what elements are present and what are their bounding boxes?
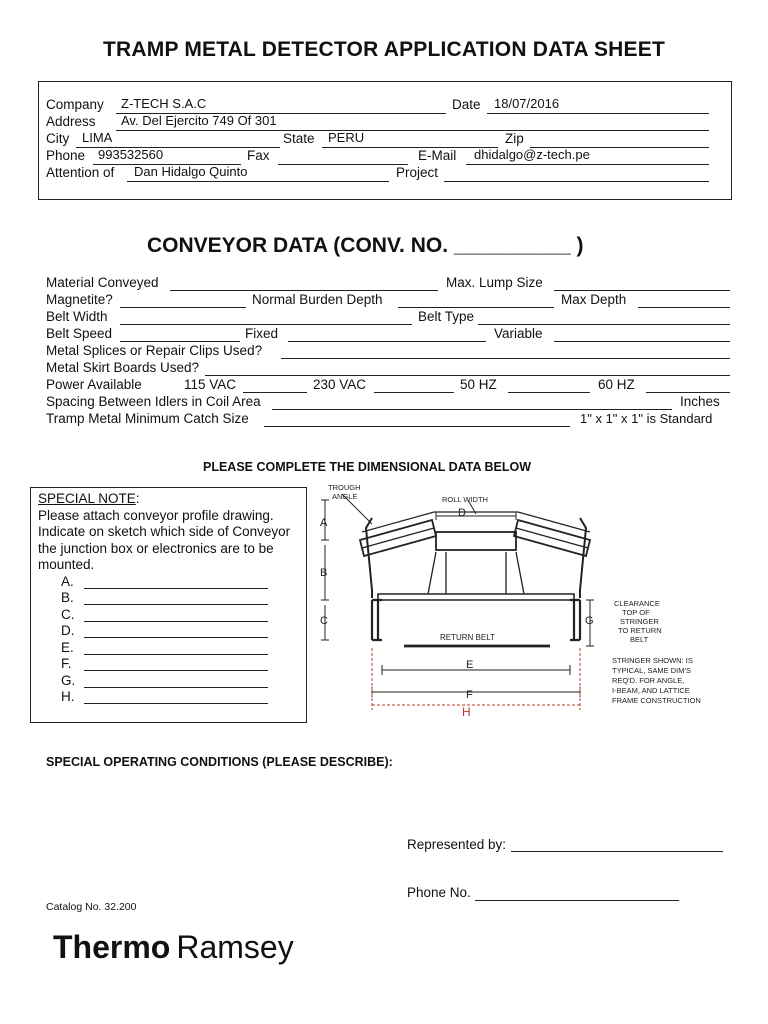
- special-note-title: [38, 491, 140, 508]
- stringer-note: TYPICAL, SAME DIM'S: [612, 666, 691, 675]
- stringer-note: FRAME CONSTRUCTION: [612, 696, 701, 705]
- left-stringer: [372, 600, 382, 640]
- trough-angle-text: ANGLE: [332, 492, 358, 501]
- special-note-line: mounted.: [38, 557, 95, 572]
- phone-value[interactable]: 993532560: [98, 147, 164, 162]
- vac230-line[interactable]: [374, 392, 454, 393]
- max-lump-size-line[interactable]: [554, 290, 730, 291]
- dim-item-c-line[interactable]: [84, 621, 268, 622]
- material-conveyed-label: Material Conveyed: [46, 275, 159, 290]
- zip-label: Zip: [505, 131, 524, 146]
- dim-item-e-line[interactable]: [84, 654, 268, 655]
- magnetite-label: Magnetite?: [46, 292, 113, 307]
- dim-item-e-label: E.: [61, 640, 74, 655]
- dim-letter-f: F: [466, 689, 473, 701]
- variable-line[interactable]: [554, 341, 730, 342]
- special-note-colon: :: [135, 491, 140, 506]
- brand-logo: [53, 929, 294, 966]
- roll-width-text: ROLL WIDTH: [442, 495, 488, 504]
- max-depth-label: Max Depth: [561, 292, 627, 307]
- inches-label: Inches: [680, 394, 720, 409]
- max-lump-size-label: Max. Lump Size: [446, 275, 543, 290]
- state-field-line: [322, 147, 498, 148]
- page-title: TRAMP METAL DETECTOR APPLICATION DATA SHEET: [103, 38, 665, 61]
- dim-item-h-label: H.: [61, 689, 75, 704]
- fixed-line[interactable]: [288, 341, 486, 342]
- catch-size-label: Tramp Metal Minimum Catch Size: [46, 411, 249, 426]
- project-field-line[interactable]: [444, 181, 709, 182]
- dim-letter-c: C: [320, 615, 328, 627]
- dim-item-h-line[interactable]: [84, 703, 268, 704]
- attention-field-line: [127, 181, 389, 182]
- belt-width-label: Belt Width: [46, 309, 108, 324]
- fixed-label: Fixed: [245, 326, 279, 341]
- dim-letter-a: A: [320, 517, 328, 529]
- special-note-title-text: SPECIAL NOTE: [38, 491, 136, 506]
- left-wing-roll: [360, 520, 436, 556]
- clearance-note: CLEARANCE: [614, 599, 660, 608]
- dim-item-a-line[interactable]: [84, 588, 268, 589]
- clearance-note: TO RETURN: [618, 626, 662, 635]
- dimensional-heading: PLEASE COMPLETE THE DIMENSIONAL DATA BELOW: [203, 460, 532, 474]
- city-value[interactable]: LIMA: [82, 130, 113, 145]
- right-stringer: [570, 600, 580, 640]
- variable-label: Variable: [494, 326, 543, 341]
- dim-letter-g: G: [585, 615, 594, 627]
- date-value[interactable]: 18/07/2016: [494, 96, 560, 111]
- fax-label: Fax: [247, 148, 270, 163]
- spacing-line[interactable]: [272, 409, 672, 410]
- date-label: Date: [452, 97, 481, 112]
- hz60-label: 60 HZ: [598, 377, 635, 392]
- h-dimension-line: [372, 648, 580, 710]
- belt-width-line[interactable]: [120, 324, 412, 325]
- state-label: State: [283, 131, 315, 146]
- email-value[interactable]: dhidalgo@z-tech.pe: [474, 147, 590, 162]
- stringer-note: I-BEAM, AND LATTICE: [612, 686, 690, 695]
- hz60-line[interactable]: [646, 392, 730, 393]
- dim-item-g-label: G.: [61, 673, 76, 688]
- center-roll: [436, 532, 516, 550]
- power-available-label: Power Available: [46, 377, 142, 392]
- belt-speed-label: Belt Speed: [46, 326, 113, 341]
- city-label: City: [46, 131, 70, 146]
- dim-letter-h: H: [462, 705, 471, 719]
- brand-bold: Thermo: [53, 929, 171, 965]
- special-operating-heading: SPECIAL OPERATING CONDITIONS (PLEASE DESCRIBE):: [46, 755, 393, 769]
- fax-field-line[interactable]: [278, 164, 408, 165]
- clearance-note: STRINGER: [620, 617, 659, 626]
- vac115-label: 115 VAC: [184, 377, 237, 392]
- special-note-line: Indicate on sketch which side of Conveyor: [38, 524, 291, 539]
- magnetite-line[interactable]: [120, 307, 246, 308]
- hz50-line[interactable]: [508, 392, 590, 393]
- email-label: E-Mail: [418, 148, 457, 163]
- belt-type-line[interactable]: [478, 324, 730, 325]
- catalog-number: Catalog No. 32.200: [46, 901, 137, 913]
- vac115-line[interactable]: [243, 392, 307, 393]
- represented-by-label: Represented by:: [407, 837, 507, 852]
- special-note-line: the junction box or electronics are to be: [38, 541, 274, 556]
- dim-item-c-label: C.: [61, 607, 75, 622]
- stringer-note: STRINGER SHOWN: IS: [612, 656, 693, 665]
- brand-light: Ramsey: [176, 929, 294, 965]
- metal-splices-line[interactable]: [281, 358, 730, 359]
- normal-burden-depth-line[interactable]: [398, 307, 554, 308]
- dim-letter-d: D: [458, 507, 466, 519]
- metal-skirt-line[interactable]: [205, 375, 730, 376]
- metal-skirt-label: Metal Skirt Boards Used?: [46, 360, 200, 375]
- right-wing-roll: [514, 520, 590, 556]
- company-value[interactable]: Z-TECH S.A.C: [121, 96, 207, 111]
- conveyor-cross-section-diagram: [312, 480, 732, 720]
- catch-size-line[interactable]: [264, 426, 570, 427]
- dim-item-f-line[interactable]: [84, 670, 268, 671]
- represented-by-line[interactable]: [511, 851, 723, 852]
- clearance-note: BELT: [630, 635, 649, 644]
- dim-item-f-label: F.: [61, 656, 72, 671]
- metal-splices-label: Metal Splices or Repair Clips Used?: [46, 343, 263, 358]
- belt-type-label: Belt Type: [418, 309, 475, 324]
- hz50-label: 50 HZ: [460, 377, 497, 392]
- address-label: Address: [46, 114, 96, 129]
- date-field-line: [487, 113, 709, 114]
- dim-item-a-label: A.: [61, 574, 74, 589]
- dim-item-d-line[interactable]: [84, 637, 268, 638]
- attention-value[interactable]: Dan Hidalgo Quinto: [134, 164, 248, 179]
- material-conveyed-line[interactable]: [170, 290, 438, 291]
- clearance-note: TOP OF: [622, 608, 650, 617]
- dim-item-d-label: D.: [61, 623, 75, 638]
- return-belt-text: RETURN BELT: [440, 633, 495, 642]
- conveyor-data-heading: CONVEYOR DATA (CONV. NO. __________ ): [147, 234, 584, 257]
- address-value[interactable]: Av. Del Ejercito 749 Of 301: [121, 113, 277, 128]
- normal-burden-depth-label: Normal Burden Depth: [252, 292, 383, 307]
- dim-letter-b: B: [320, 567, 328, 579]
- phone-no-line[interactable]: [475, 900, 679, 901]
- project-label: Project: [396, 165, 439, 180]
- max-depth-line[interactable]: [638, 307, 730, 308]
- vac230-label: 230 VAC: [313, 377, 367, 392]
- phone-no-label: Phone No.: [407, 885, 471, 900]
- trough-angle-text: TROUGH: [328, 483, 361, 492]
- dim-letter-e: E: [466, 659, 474, 671]
- dim-item-b-label: B.: [61, 590, 74, 605]
- dim-item-b-line[interactable]: [84, 604, 268, 605]
- state-value[interactable]: PERU: [328, 130, 365, 145]
- stringer-note: REQ'D. FOR ANGLE,: [612, 676, 685, 685]
- company-label: Company: [46, 97, 104, 112]
- dim-item-g-line[interactable]: [84, 687, 268, 688]
- belt-speed-line[interactable]: [120, 341, 240, 342]
- attention-label: Attention of: [46, 165, 115, 180]
- special-note-line: Please attach conveyor profile drawing.: [38, 508, 274, 523]
- email-field-line: [466, 164, 709, 165]
- phone-label: Phone: [46, 148, 86, 163]
- spacing-label: Spacing Between Idlers in Coil Area: [46, 394, 261, 409]
- address-field-line: [116, 130, 709, 131]
- catch-size-standard: 1" x 1" x 1" is Standard: [580, 411, 713, 426]
